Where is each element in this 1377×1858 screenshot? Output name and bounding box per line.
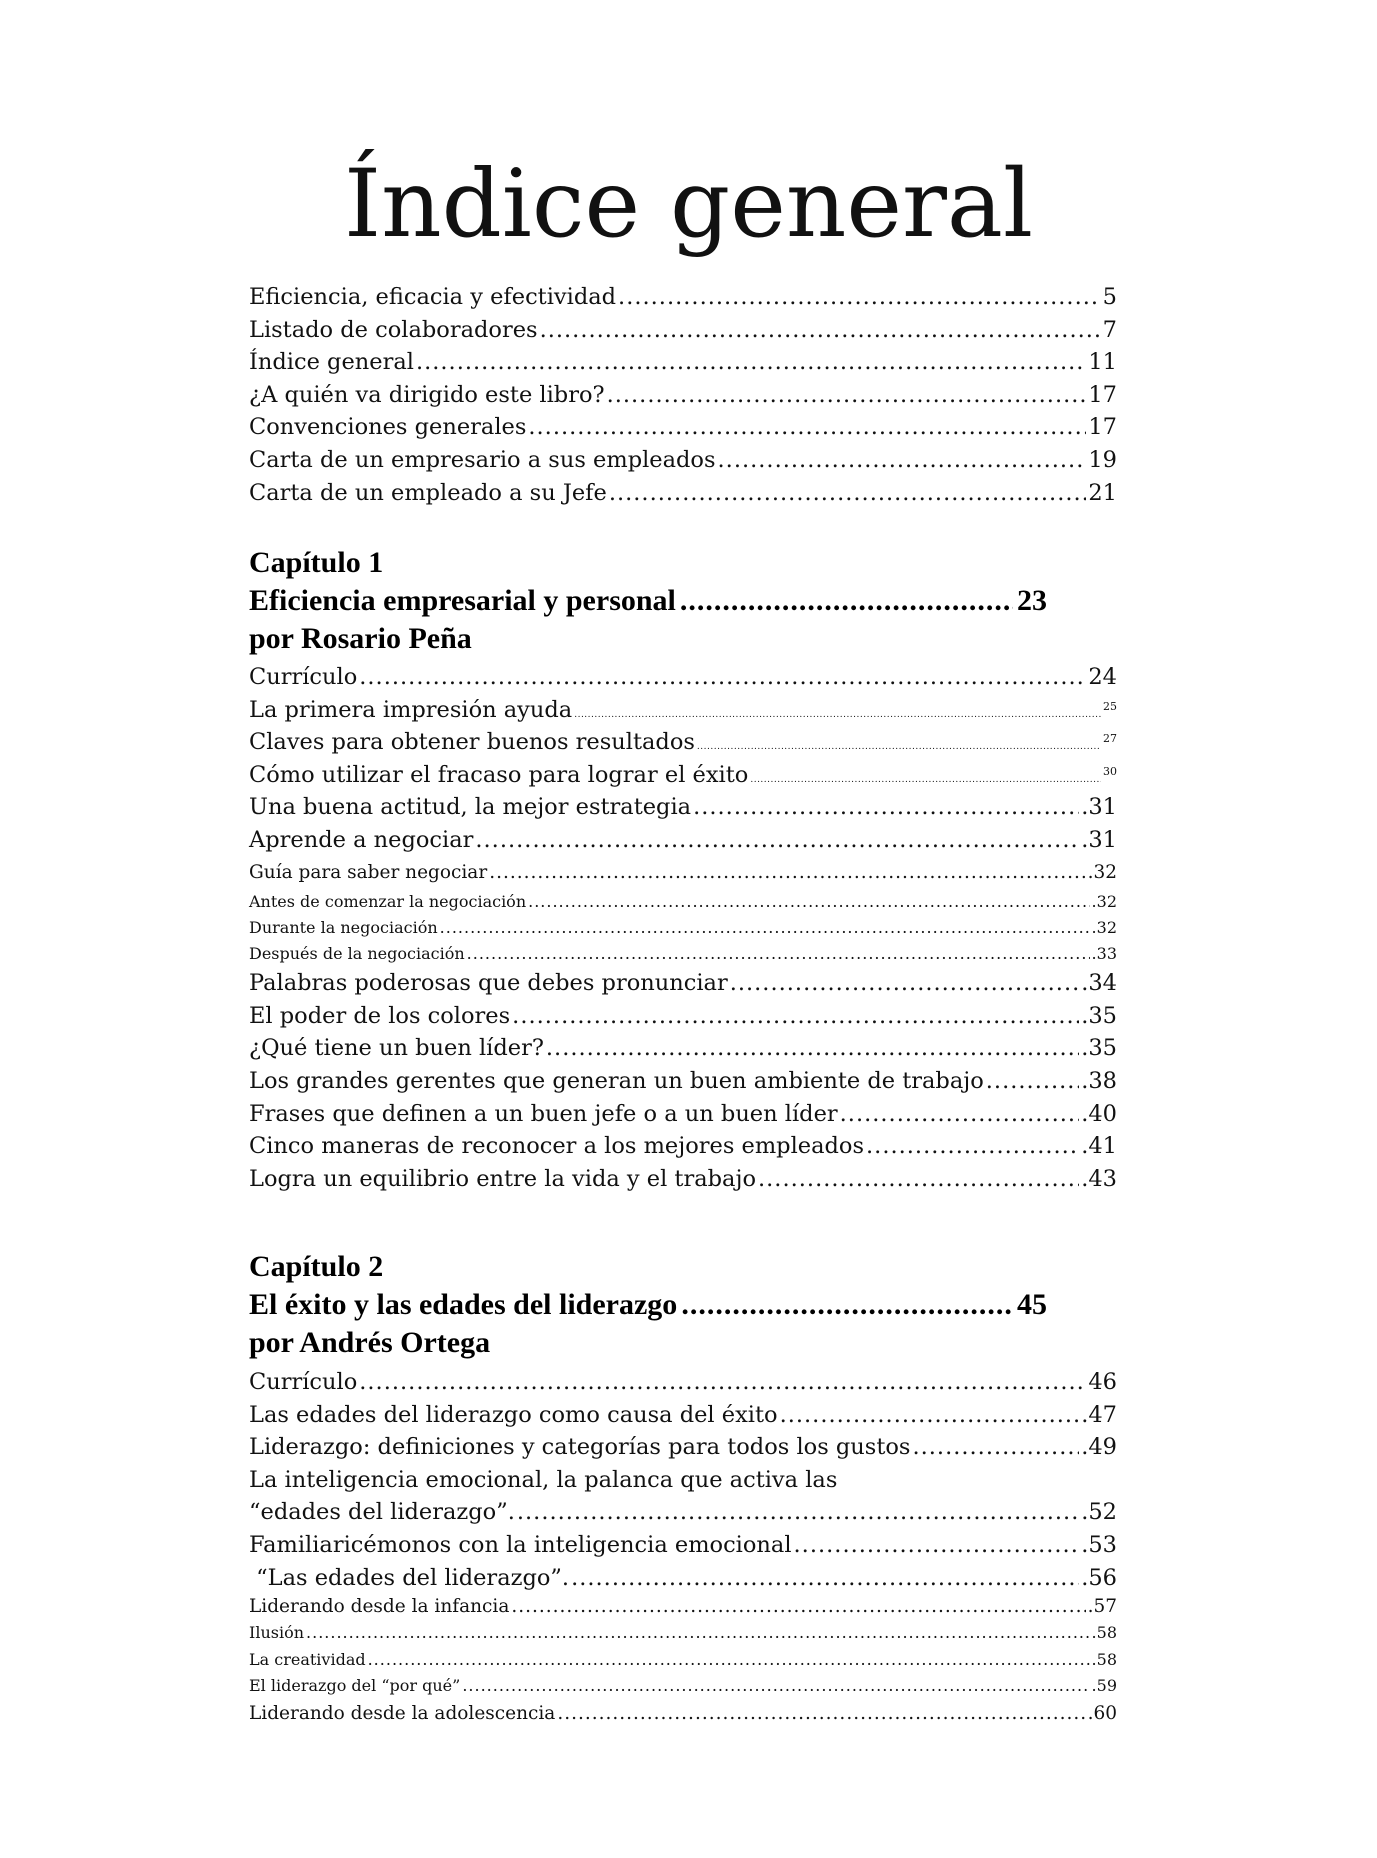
toc-entry-page: .52 [1081, 1499, 1117, 1526]
toc-entry-page: .35 [1081, 1035, 1117, 1062]
toc-entry-page: .32 [1087, 861, 1117, 883]
leader-dots [540, 314, 1101, 347]
toc-entry-text: Liderando desde la infancia [249, 1596, 510, 1618]
toc-entry-page: .34 [1081, 970, 1117, 997]
front-matter-list [249, 281, 1117, 509]
toc-entry-page: 5 [1102, 284, 1117, 310]
page-title: Índice general [343, 150, 1034, 259]
toc-entry-text: Carta de un empresario a sus empleados [249, 446, 716, 473]
chapter-title-row [249, 582, 1047, 620]
toc-entry [249, 1700, 1117, 1728]
leader-dots [571, 1562, 1079, 1595]
toc-entry-text: El poder de los colores [249, 1002, 511, 1029]
toc-entry [249, 1032, 1117, 1065]
toc-entry-text: Liderando desde la adolescencia [249, 1702, 556, 1724]
toc-entry-text: La inteligencia emocional, la palanca que activa las [249, 1466, 838, 1493]
toc-entry [249, 941, 1117, 967]
toc-entry [249, 1562, 1117, 1595]
leader-dots [306, 1620, 1090, 1647]
toc-entry-continued [249, 1464, 1117, 1497]
leader-dots [718, 444, 1087, 477]
toc-entry-text: Una buena actitud, la mejor estrategia [249, 794, 692, 821]
chapter-label: Capítulo 2 [249, 1250, 384, 1283]
leader-dots [557, 1700, 1085, 1728]
toc-entry-page: .40 [1081, 1100, 1117, 1127]
toc-entry [249, 857, 1117, 890]
toc-entry-text: Frases que definen a un buen jefe o a un buen líder [249, 1100, 838, 1127]
leader-dots [693, 791, 1079, 824]
toc-entry-text: La primera impresión ayuda [249, 696, 573, 723]
chapter-label: Capítulo 1 [249, 546, 384, 579]
toc-entry [249, 1594, 1117, 1620]
toc-entry-page: 21 [1088, 479, 1117, 506]
leader-dots [475, 824, 1079, 857]
toc-entry-page: 46 [1088, 1369, 1117, 1395]
toc-entry [249, 726, 1117, 759]
toc-entry [249, 889, 1117, 915]
toc-entry-page: .59 [1091, 1676, 1117, 1696]
toc-entry [249, 1163, 1117, 1196]
leader-dots [528, 889, 1089, 915]
toc-entry-text: La creatividad [249, 1649, 366, 1669]
toc-entry-page: .35 [1081, 1002, 1117, 1029]
toc-entry-page: .32 [1091, 892, 1117, 912]
leader-dots [440, 915, 1090, 941]
chapter-page: 23 [1017, 584, 1047, 617]
toc-entry-text: Claves para obtener buenos resultados [249, 729, 695, 756]
toc-entry-text: Palabras poderosas que debes pronunciar [249, 970, 728, 997]
toc-entry-page: .53 [1081, 1531, 1117, 1558]
toc-entry-page: 30 [1103, 764, 1117, 778]
toc-entry-text: Familiaricémonos con la inteligencia emocional [249, 1531, 792, 1558]
leader-dots [607, 379, 1087, 412]
toc-entry [249, 1431, 1117, 1464]
toc-entry-page: .32 [1091, 918, 1117, 938]
leader-dots [517, 1496, 1079, 1529]
toc-entry-page: 17 [1088, 414, 1117, 441]
toc-entry-text: Carta de un empleado a su Jefe [249, 479, 607, 506]
toc-entry-text: Aprende a negociar [249, 826, 474, 853]
leader-dots [618, 281, 1101, 314]
leader-dots [840, 1098, 1080, 1131]
toc-entry [249, 967, 1117, 1000]
chapter-1-heading [249, 544, 1049, 658]
chapter-page: 45 [1017, 1288, 1047, 1321]
toc-entry-text: Las edades del liderazgo como causa del éxito [249, 1401, 778, 1428]
leader-dots [512, 1000, 1079, 1033]
toc-entry [249, 1130, 1117, 1163]
leader-dots [794, 1529, 1080, 1562]
toc-entry-text: Eficiencia, eficacia y efectividad [249, 284, 617, 310]
toc-entry [249, 1620, 1117, 1647]
chapter-author: por Andrés Ortega [249, 1326, 491, 1359]
toc-entry-text: “edades del liderazgo”. [249, 1499, 515, 1526]
leader-dots [368, 1647, 1090, 1674]
toc-entry-text: Convenciones generales [249, 414, 527, 441]
toc-entry [249, 477, 1117, 510]
toc-entry-page: .60 [1087, 1702, 1117, 1724]
toc-entry [249, 1673, 1117, 1700]
toc-entry-text: Índice general [249, 349, 414, 376]
leader-dots [359, 1366, 1086, 1399]
leader-dots [912, 1431, 1079, 1464]
toc-entry [249, 1399, 1117, 1432]
leader-dots [986, 1065, 1079, 1098]
toc-entry-page: .57 [1087, 1596, 1117, 1618]
toc-entry-page: 27 [1103, 732, 1117, 746]
chapter-2-entries [249, 1366, 1117, 1728]
toc-entry [249, 379, 1117, 412]
toc-entry-page: .58 [1091, 1649, 1117, 1669]
toc-entry [249, 915, 1117, 941]
leader-dots [866, 1130, 1079, 1163]
toc-entry [249, 281, 1117, 314]
toc-entry-text: Ilusión [249, 1623, 305, 1643]
leader-dots [681, 1286, 1013, 1324]
toc-entry-text: Los grandes gerentes que generan un buen ambiente de trabajo [249, 1067, 984, 1094]
toc-entry [249, 824, 1117, 857]
toc-entry [249, 1366, 1117, 1399]
toc-entry-page: .33 [1091, 944, 1117, 964]
leader-dots [416, 346, 1086, 379]
toc-entry [249, 759, 1117, 792]
toc-entry [249, 1496, 1117, 1529]
leader-dots [359, 661, 1086, 694]
toc-entry-page: 17 [1088, 381, 1117, 408]
toc-entry-page: .58 [1091, 1623, 1117, 1643]
toc-entry [249, 661, 1117, 694]
toc-entry-text: Durante la negociación [249, 918, 438, 938]
toc-entry-text: Cómo utilizar el fracaso para lograr el éxito [249, 761, 749, 788]
toc-entry-text: Cinco maneras de reconocer a los mejores empleados [249, 1133, 865, 1160]
toc-entry-page: 7 [1102, 316, 1117, 343]
toc-entry [249, 1065, 1117, 1098]
toc-entry-text: Currículo [249, 1369, 358, 1395]
toc-entry-text: Currículo [249, 664, 358, 690]
toc-entry-page: 19 [1088, 446, 1117, 473]
toc-entry-page: 24 [1088, 664, 1117, 690]
leader-dots [609, 477, 1087, 510]
toc-entry [249, 1000, 1117, 1033]
toc-entry-text: Logra un equilibrio entre la vida y el trabajo [249, 1165, 756, 1192]
toc-entry-page: 11 [1088, 349, 1117, 376]
toc-entry [249, 1098, 1117, 1131]
toc-entry-text: Listado de colaboradores [249, 316, 538, 343]
chapter-title-row [249, 1286, 1047, 1324]
toc-entry-page: .41 [1081, 1133, 1117, 1160]
chapter-2-heading [249, 1248, 1049, 1362]
leader-dots [511, 1594, 1085, 1620]
leader-dots [730, 967, 1080, 1000]
leader-dots [780, 1399, 1080, 1432]
toc-entry [249, 411, 1117, 444]
toc-entry [249, 694, 1117, 727]
leader-dots [489, 857, 1085, 890]
toc-entry [249, 346, 1117, 379]
leader-dots [528, 411, 1086, 444]
toc-entry-page: 25 [1103, 699, 1117, 713]
toc-entry-page: .49 [1081, 1434, 1117, 1461]
toc-entry-page: .31 [1081, 794, 1117, 821]
toc-entry-text: Antes de comenzar la negociación [249, 892, 527, 912]
leader-dots [462, 1673, 1089, 1700]
leader-dots [546, 1032, 1079, 1065]
toc-entry [249, 314, 1117, 347]
chapter-title: El éxito y las edades del liderazgo [249, 1288, 678, 1321]
toc-entry-text: Después de la negociación [249, 944, 465, 964]
toc-entry-page: .56 [1081, 1564, 1117, 1591]
toc-entry-text: El liderazgo del “por qué” [249, 1676, 461, 1696]
toc-entry-text: ¿A quién va dirigido este libro? [249, 381, 605, 408]
leader-dots [680, 582, 1013, 620]
toc-entry-text: Liderazgo: definiciones y categorías para todos los gustos [249, 1434, 911, 1461]
toc-entry [249, 1647, 1117, 1674]
toc-entry-page: .47 [1081, 1401, 1117, 1428]
toc-entry-text: “Las edades del liderazgo”. [249, 1564, 570, 1591]
chapter-1-entries [249, 661, 1117, 1195]
leader-dots [467, 941, 1090, 967]
toc-entry-text: ¿Qué tiene un buen líder? [249, 1035, 544, 1062]
chapter-title: Eficiencia empresarial y personal [249, 584, 676, 617]
chapter-author: por Rosario Peña [249, 622, 472, 655]
toc-entry-text: Guía para saber negociar [249, 861, 488, 883]
toc-entry-page: .38 [1081, 1067, 1117, 1094]
toc-entry [249, 444, 1117, 477]
toc-entry-page: .43 [1081, 1165, 1117, 1192]
toc-entry [249, 1529, 1117, 1562]
toc-entry-page: .31 [1081, 826, 1117, 853]
toc-entry [249, 791, 1117, 824]
leader-dots [758, 1163, 1079, 1196]
